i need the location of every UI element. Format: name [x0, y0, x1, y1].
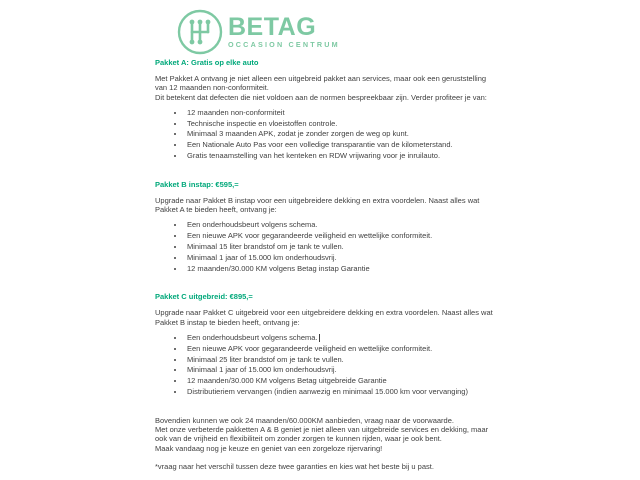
footer-paragraphs: [155, 416, 500, 453]
bullet-item: • Een onderhoudsbeurt volgens schema.: [185, 333, 500, 343]
bullet-list: [155, 220, 500, 273]
footer-block: [155, 416, 500, 471]
bullet-item: • Minimaal 3 maanden APK, zodat je zonder zorgen de weg op kunt.: [185, 129, 500, 139]
paragraph: Met Pakket A ontvang je niet alleen een uitgebreid pakket aan services, maar ook een geruststelling van 12 maanden non-conformiteit.: [155, 74, 487, 93]
brand-name: BETAG: [228, 13, 317, 42]
paragraph: Upgrade naar Pakket C uitgebreid voor een uitgebreidere dekking en extra voordelen. Naast alles wat Pakket B instap te bieden heeft, ontvang je:: [155, 308, 493, 327]
bullet-item: • 12 maanden non-conformiteit: [185, 108, 500, 118]
bullet-item: • 12 maanden/30.000 KM volgens Betag uitgebreide Garantie: [185, 376, 500, 386]
section-paragraphs: [155, 196, 500, 215]
footer-paragraph: Maak vandaag nog je keuze en geniet van een zorgeloze rijervaring!: [155, 443, 383, 453]
betag-logo: [177, 9, 340, 55]
bullet-list: [155, 108, 500, 161]
bullet-item: • Gratis tenaamstelling van het kenteken en RDW vrijwaring voor je inruilauto.: [185, 151, 500, 161]
bullet-item: • Distributieriem vervangen (indien aanwezig en minimaal 15.000 km voor vervanging): [185, 387, 500, 397]
bullet-item: • Een Nationale Auto Pas voor een volledige transparantie van de kilometerstand.: [185, 140, 500, 150]
package-section: [155, 180, 500, 274]
footer-paragraph: Bovendien kunnen we ook 24 maanden/60.000KM aanbieden, vraag naar de voorwaarde.: [155, 415, 454, 425]
bullet-item: • Minimaal 1 jaar of 15.000 km onderhoudsvrij.: [185, 253, 500, 263]
section-heading: Pakket C uitgebreid: €895,=: [155, 292, 253, 302]
paragraph: Dit betekent dat defecten die niet voldoen aan de normen bespreekbaar zijn. Verder profiteer je van:: [155, 92, 487, 102]
gear-shifter-icon: [177, 9, 223, 55]
bullet-item: • 12 maanden/30.000 KM volgens Betag instap Garantie: [185, 264, 500, 274]
brand-subtitle: OCCASION CENTRUM: [228, 40, 340, 50]
bullet-item: • Een nieuwe APK voor gegarandeerde veiligheid en wettelijke conformiteit.: [185, 231, 500, 241]
footer-paragraph: Met onze verbeterde pakketten A & B geniet je niet alleen van uitgebreide services en dekking, maar ook van de vrijheid en flexibiliteit om zonder zorgen te kunnen rijden, waar je ook bent.: [155, 425, 489, 444]
bullet-list: [155, 333, 500, 397]
section-heading: Pakket A: Gratis op elke auto: [155, 58, 259, 67]
bullet-item: • Een onderhoudsbeurt volgens schema.: [185, 220, 500, 230]
footnote: *vraag naar het verschil tussen deze twee garanties en kies wat het beste bij u past.: [155, 462, 434, 472]
package-section: [155, 58, 500, 161]
paragraph: Upgrade naar Pakket B instap voor een uitgebreidere dekking en extra voordelen. Naast alles wat Pakket A te bieden heeft, ontvang je:: [155, 195, 480, 215]
section-heading: Pakket B instap: €595,=: [155, 179, 239, 189]
bullet-item: • Minimaal 25 liter brandstof om je tank te vullen.: [185, 355, 500, 365]
bullet-item: • Minimaal 15 liter brandstof om je tank te vullen.: [185, 242, 500, 252]
section-paragraphs: [155, 308, 500, 327]
sections: [155, 58, 500, 471]
text-cursor: [319, 334, 320, 342]
bullet-item: • Technische inspectie en vloeistoffen controle.: [185, 119, 500, 129]
section-paragraphs: [155, 74, 500, 102]
package-section: [155, 292, 500, 396]
bullet-item: • Een nieuwe APK voor gegarandeerde veiligheid en wettelijke conformiteit.: [185, 344, 500, 354]
bullet-item: • Minimaal 1 jaar of 15.000 km onderhoudsvrij.: [185, 365, 500, 375]
logo-text: [228, 15, 340, 48]
